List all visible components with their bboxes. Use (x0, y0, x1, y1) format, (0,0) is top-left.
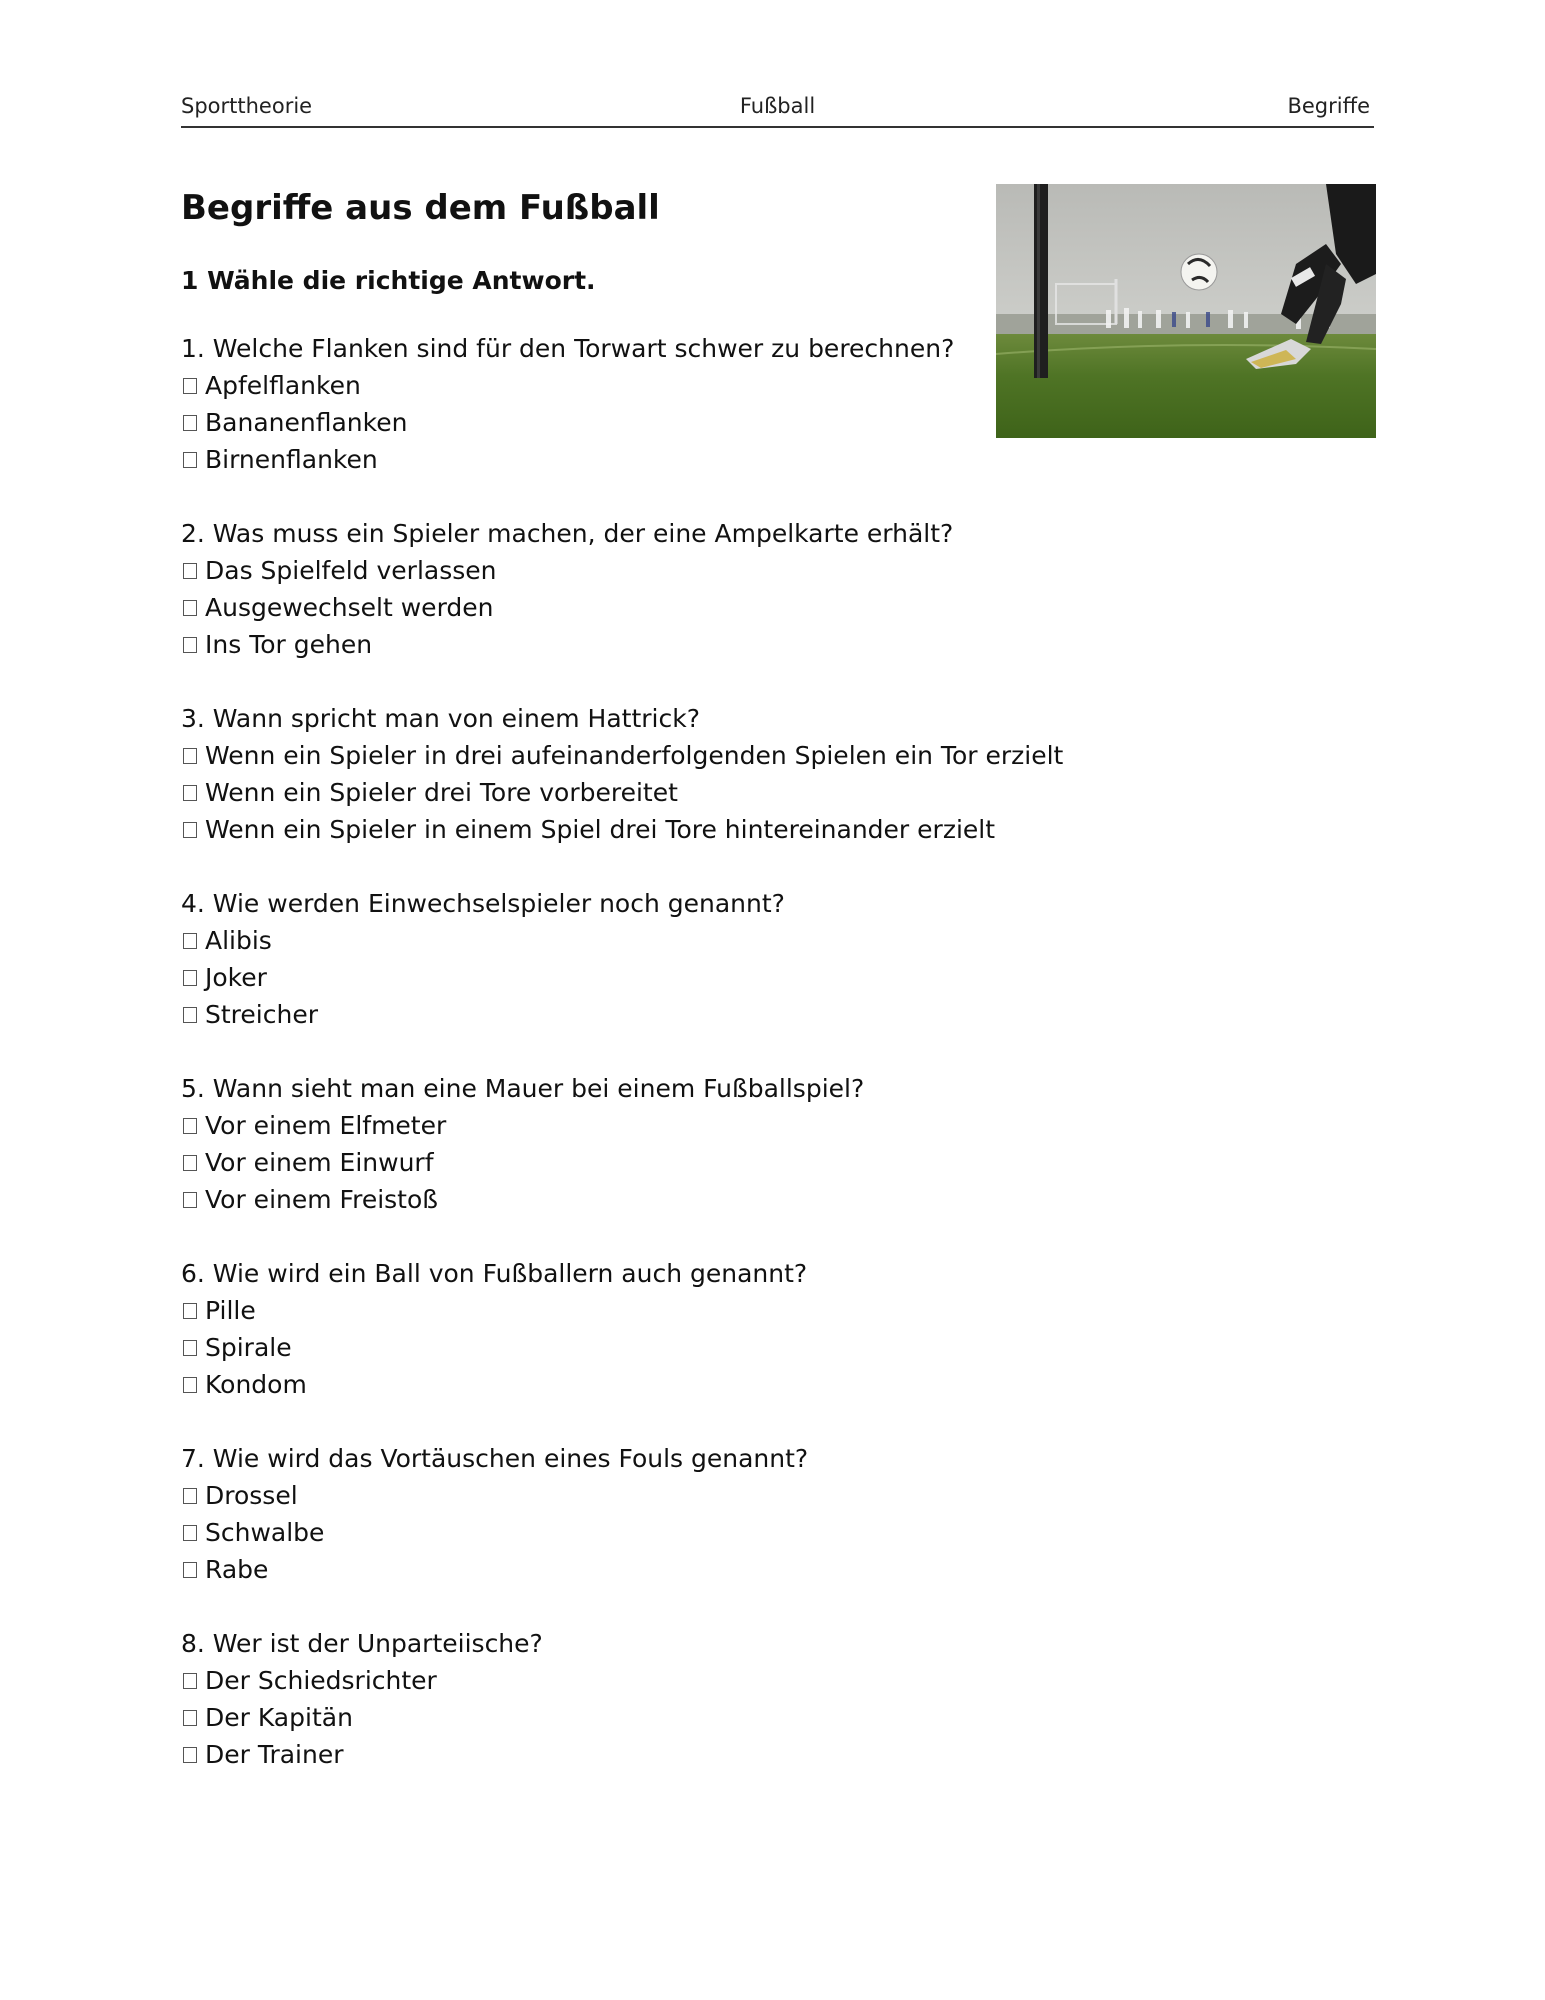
question-list (181, 330, 1281, 1810)
checkbox-icon[interactable] (183, 1155, 197, 1171)
question-text: 3. Wann spricht man von einem Hattrick? (181, 704, 700, 733)
option-label: Pille (205, 1296, 256, 1325)
question-2 (181, 515, 1281, 663)
checkbox-icon[interactable] (183, 970, 197, 986)
checkbox-icon[interactable] (183, 637, 197, 653)
checkbox-icon[interactable] (183, 822, 197, 838)
option-label: Der Schiedsrichter (205, 1666, 437, 1695)
option-label: Drossel (205, 1481, 298, 1510)
answer-option[interactable] (181, 1477, 1281, 1514)
answer-option[interactable] (181, 1329, 1281, 1366)
answer-option[interactable] (181, 589, 1281, 626)
option-label: Vor einem Einwurf (205, 1148, 434, 1177)
option-label: Joker (205, 963, 267, 992)
option-label: Alibis (205, 926, 272, 955)
checkbox-icon[interactable] (183, 452, 197, 468)
answer-option[interactable] (181, 367, 1281, 404)
answer-option[interactable] (181, 922, 1281, 959)
checkbox-icon[interactable] (183, 748, 197, 764)
header-section: Begriffe (1287, 94, 1370, 118)
question-text: 2. Was muss ein Spieler machen, der eine Ampelkarte erhält? (181, 519, 954, 548)
question-8 (181, 1625, 1281, 1773)
answer-option[interactable] (181, 404, 1281, 441)
question-4 (181, 885, 1281, 1033)
task-heading: 1 Wähle die richtige Antwort. (181, 266, 596, 295)
answer-option[interactable] (181, 1662, 1281, 1699)
question-1 (181, 330, 1281, 478)
option-label: Ins Tor gehen (205, 630, 373, 659)
checkbox-icon[interactable] (183, 1340, 197, 1356)
page-header (181, 92, 1374, 128)
answer-option[interactable] (181, 1699, 1281, 1736)
answer-option[interactable] (181, 1551, 1281, 1588)
checkbox-icon[interactable] (183, 415, 197, 431)
option-label: Bananenflanken (205, 408, 408, 437)
checkbox-icon[interactable] (183, 1303, 197, 1319)
option-label: Ausgewechselt werden (205, 593, 494, 622)
option-label: Rabe (205, 1555, 269, 1584)
checkbox-icon[interactable] (183, 785, 197, 801)
answer-option[interactable] (181, 996, 1281, 1033)
answer-option[interactable] (181, 811, 1281, 848)
option-label: Streicher (205, 1000, 318, 1029)
checkbox-icon[interactable] (183, 1192, 197, 1208)
option-label: Der Kapitän (205, 1703, 353, 1732)
answer-option[interactable] (181, 441, 1281, 478)
option-label: Der Trainer (205, 1740, 344, 1769)
option-label: Wenn ein Spieler in drei aufeinanderfolgenden Spielen ein Tor erzielt (205, 741, 1064, 770)
checkbox-icon[interactable] (183, 600, 197, 616)
answer-option[interactable] (181, 774, 1281, 811)
answer-option[interactable] (181, 1292, 1281, 1329)
answer-option[interactable] (181, 552, 1281, 589)
checkbox-icon[interactable] (183, 378, 197, 394)
checkbox-icon[interactable] (183, 1710, 197, 1726)
checkbox-icon[interactable] (183, 1007, 197, 1023)
option-label: Vor einem Freistoß (205, 1185, 439, 1214)
checkbox-icon[interactable] (183, 1673, 197, 1689)
option-label: Apfelflanken (205, 371, 361, 400)
answer-option[interactable] (181, 737, 1281, 774)
question-7 (181, 1440, 1281, 1588)
answer-option[interactable] (181, 1144, 1281, 1181)
option-label: Das Spielfeld verlassen (205, 556, 497, 585)
checkbox-icon[interactable] (183, 1377, 197, 1393)
question-5 (181, 1070, 1281, 1218)
option-label: Wenn ein Spieler drei Tore vorbereitet (205, 778, 678, 807)
answer-option[interactable] (181, 1366, 1281, 1403)
option-label: Vor einem Elfmeter (205, 1111, 447, 1140)
question-3 (181, 700, 1281, 848)
checkbox-icon[interactable] (183, 1118, 197, 1134)
option-label: Wenn ein Spieler in einem Spiel drei Tore hintereinander erzielt (205, 815, 996, 844)
answer-option[interactable] (181, 1107, 1281, 1144)
answer-option[interactable] (181, 1736, 1281, 1773)
page-title: Begriffe aus dem Fußball (181, 188, 660, 228)
option-label: Birnenflanken (205, 445, 378, 474)
question-text: 6. Wie wird ein Ball von Fußballern auch genannt? (181, 1259, 808, 1288)
question-text: 5. Wann sieht man eine Mauer bei einem Fußballspiel? (181, 1074, 865, 1103)
question-text: 8. Wer ist der Unparteiische? (181, 1629, 543, 1658)
answer-option[interactable] (181, 626, 1281, 663)
checkbox-icon[interactable] (183, 1488, 197, 1504)
question-text: 7. Wie wird das Vortäuschen eines Fouls genannt? (181, 1444, 809, 1473)
option-label: Spirale (205, 1333, 292, 1362)
option-label: Kondom (205, 1370, 307, 1399)
header-topic: Fußball (739, 94, 816, 118)
header-subject: Sporttheorie (181, 94, 313, 118)
checkbox-icon[interactable] (183, 1562, 197, 1578)
question-6 (181, 1255, 1281, 1403)
option-label: Schwalbe (205, 1518, 325, 1547)
answer-option[interactable] (181, 1514, 1281, 1551)
answer-option[interactable] (181, 959, 1281, 996)
checkbox-icon[interactable] (183, 1747, 197, 1763)
answer-option[interactable] (181, 1181, 1281, 1218)
checkbox-icon[interactable] (183, 933, 197, 949)
question-text: 4. Wie werden Einwechselspieler noch genannt? (181, 889, 785, 918)
checkbox-icon[interactable] (183, 1525, 197, 1541)
checkbox-icon[interactable] (183, 563, 197, 579)
question-text: 1. Welche Flanken sind für den Torwart schwer zu berechnen? (181, 334, 955, 363)
